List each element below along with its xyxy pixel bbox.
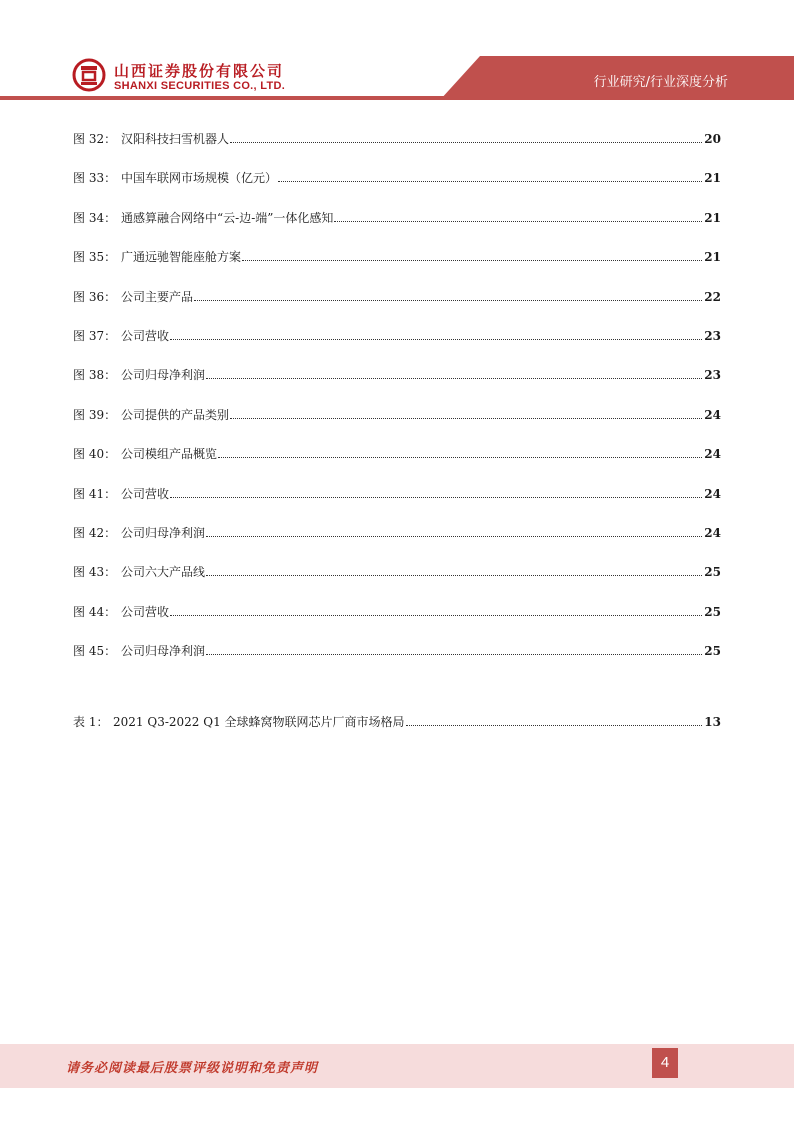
toc-entry-title: 中国车联网市场规模（亿元） (121, 171, 278, 186)
toc-entry[interactable] (73, 170, 721, 209)
toc-entry-leader (230, 418, 702, 419)
toc-entry-title: 公司营收 (121, 328, 170, 343)
page-header (0, 0, 794, 104)
toc-entry-title: 公司归母净利润 (121, 644, 206, 659)
page-number: 4 (652, 1048, 678, 1078)
toc-entry-leader (334, 221, 702, 222)
toc-entry[interactable] (73, 249, 721, 288)
toc-entry-page: 24 (704, 486, 721, 501)
toc-entry-label: 图 43： (73, 565, 117, 580)
toc-entry-leader (194, 300, 702, 301)
toc-entry-page: 24 (704, 407, 721, 422)
toc-entry[interactable] (73, 564, 721, 603)
company-name-en: SHANXI SECURITIES CO., LTD. (114, 80, 286, 92)
toc-entry-page: 22 (704, 289, 721, 304)
toc-entry-label: 图 36： (73, 289, 117, 304)
toc-entry-leader (206, 654, 702, 655)
toc-entry-title: 公司归母净利润 (121, 525, 206, 540)
toc-entry-leader (242, 260, 702, 261)
table-index-list (73, 714, 721, 753)
report-category: 行业研究/行业深度分析 (593, 75, 728, 90)
toc-entry-label: 图 41： (73, 486, 117, 501)
company-logo-icon (72, 58, 106, 92)
toc-entry-leader (218, 457, 702, 458)
toc-entry[interactable] (73, 525, 721, 564)
toc-entry-label: 图 44： (73, 604, 117, 619)
toc-entry-label: 图 35： (73, 250, 117, 265)
company-name-cn: 山西证券股份有限公司 (114, 62, 285, 80)
toc-entry[interactable] (73, 407, 721, 446)
toc-entry-page: 23 (704, 328, 721, 343)
toc-entry[interactable] (73, 367, 721, 406)
toc-entry-page: 21 (704, 210, 721, 225)
toc-entry-leader (170, 497, 702, 498)
toc-entry[interactable] (73, 604, 721, 643)
toc-entry[interactable] (73, 131, 721, 170)
toc-entry-title: 广通远驰智能座舱方案 (121, 250, 242, 265)
toc-entry-title: 汉阳科技扫雪机器人 (121, 132, 230, 146)
toc-entry-leader (170, 339, 702, 340)
toc-entry-label: 图 42： (73, 525, 117, 540)
toc-entry-page: 20 (704, 132, 721, 146)
toc-entry[interactable] (73, 643, 721, 682)
toc-entry-title: 公司模组产品概览 (121, 447, 218, 462)
toc-entry-page: 21 (704, 171, 721, 186)
toc-entry-leader (406, 725, 703, 726)
toc-entry-page: 25 (704, 604, 721, 619)
toc-entry[interactable] (73, 328, 721, 367)
toc-entry-label: 图 39： (73, 407, 117, 422)
toc-entry-label: 图 40： (73, 447, 117, 462)
toc-entry-page: 23 (704, 368, 721, 383)
toc-entry-label: 图 45： (73, 644, 117, 659)
toc-entry-leader (206, 536, 702, 537)
toc-entry[interactable] (73, 210, 721, 249)
footer-disclaimer: 请务必阅读最后股票评级说明和免责声明 (66, 1061, 319, 1076)
toc-entry-title: 公司营收 (121, 604, 170, 619)
toc-entry-title: 公司主要产品 (121, 289, 194, 304)
toc-entry[interactable] (73, 289, 721, 328)
toc-entry-label: 图 37： (73, 328, 117, 343)
toc-entry-page: 24 (704, 447, 721, 462)
toc-entry-title: 公司营收 (121, 486, 170, 501)
toc-entry-title: 公司提供的产品类别 (121, 407, 230, 422)
toc-entry-page: 13 (704, 715, 721, 729)
toc-entry-label: 图 33： (73, 171, 117, 186)
toc-entry-title: 公司六大产品线 (121, 565, 206, 580)
toc-entry-page: 21 (704, 250, 721, 265)
figure-index-list (73, 131, 721, 682)
toc-entry-leader (170, 615, 702, 616)
toc-entry-label: 图 32： (73, 132, 117, 146)
toc-entry-leader (206, 378, 702, 379)
toc-entry-leader (278, 181, 702, 182)
toc-entry-label: 表 1： (73, 715, 109, 729)
toc-entry-label: 图 38： (73, 368, 117, 383)
toc-entry-label: 图 34： (73, 210, 117, 225)
toc-entry-page: 25 (704, 644, 721, 659)
toc-entry-title: 通感算融合网络中“云-边-端”一体化感知 (121, 210, 334, 225)
toc-entry-leader (206, 575, 702, 576)
toc-entry-leader (230, 142, 702, 143)
toc-entry-page: 24 (704, 525, 721, 540)
toc-entry-title: 2021 Q3-2022 Q1 全球蜂窝物联网芯片厂商市场格局 (113, 715, 405, 729)
toc-entry-page: 25 (704, 565, 721, 580)
toc-entry[interactable] (73, 714, 721, 753)
toc-entry-title: 公司归母净利润 (121, 368, 206, 383)
toc-entry[interactable] (73, 486, 721, 525)
toc-entry[interactable] (73, 446, 721, 485)
